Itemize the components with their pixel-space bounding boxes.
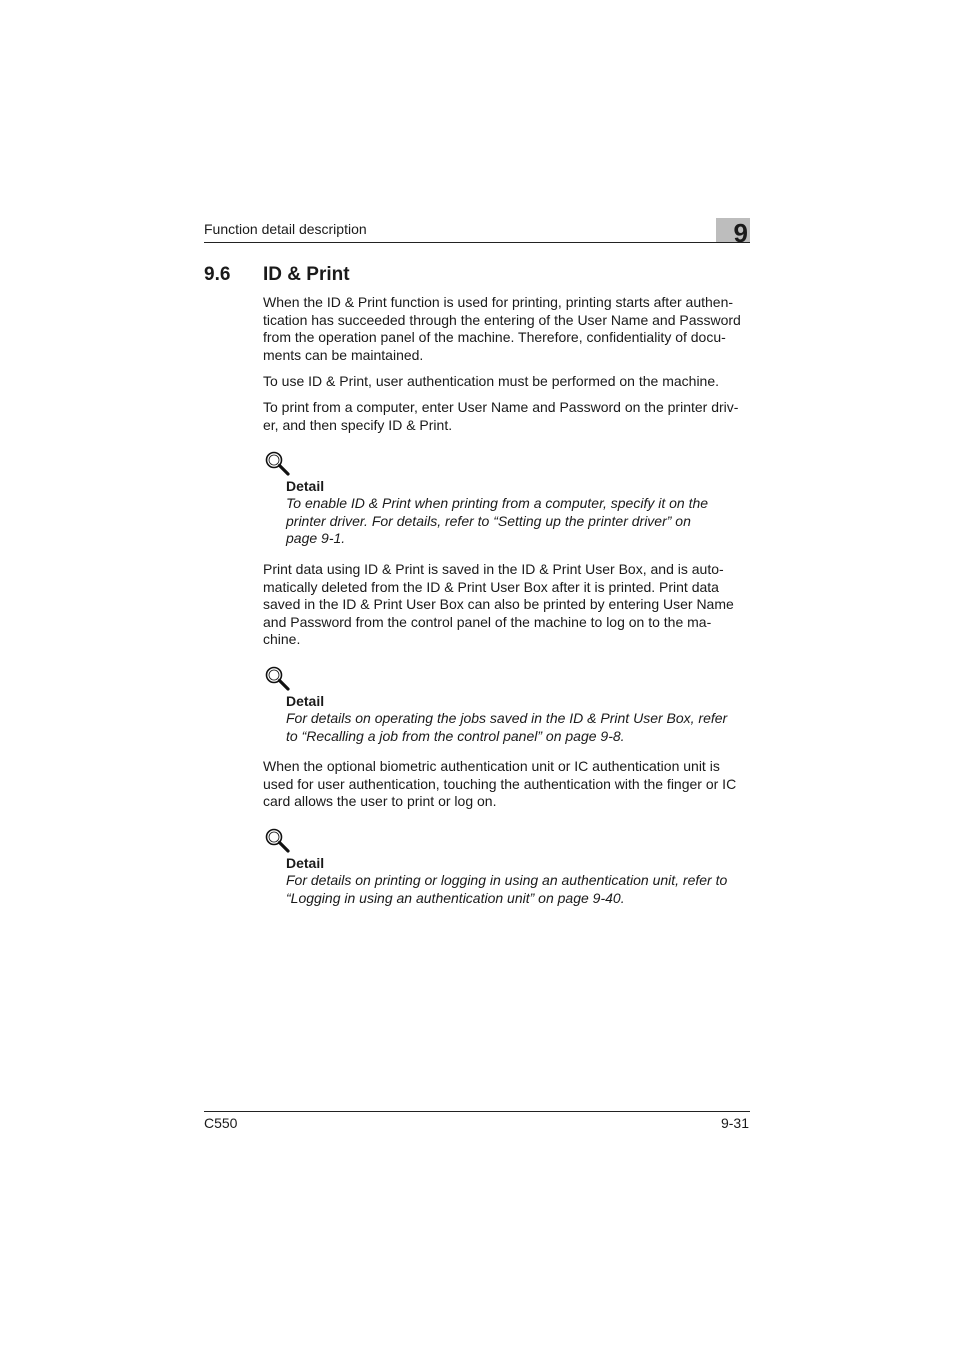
note-title: Detail	[286, 693, 325, 709]
text-line: tication has succeeded through the entering of the User Name and Password	[263, 311, 741, 328]
text-line: “Logging in using an authentication unit” on page 9-40.	[286, 889, 625, 906]
magnifier-icon	[264, 665, 290, 691]
chapter-number-badge: 9	[716, 218, 750, 242]
running-header: Function detail description	[204, 221, 367, 237]
body-paragraph	[263, 758, 753, 811]
text-line: To print from a computer, enter User Name and Password on the printer driv-	[263, 399, 739, 415]
note-title: Detail	[286, 478, 325, 494]
body-paragraph	[263, 294, 753, 364]
body-paragraph	[263, 373, 753, 391]
page-number: 9-31	[720, 1115, 749, 1131]
text-line: For details on operating the jobs saved in the ID & Print User Box, refer	[286, 710, 728, 726]
text-line: to “Recalling a job from the control panel” on page 9-8.	[286, 727, 625, 744]
text-line: er, and then specify ID & Print.	[263, 416, 453, 433]
text-line: When the ID & Print function is used for printing, printing starts after authen-	[263, 294, 734, 310]
note-text	[286, 495, 751, 548]
text-line: card allows the user to print or log on.	[263, 793, 497, 810]
footer-model: C550	[204, 1115, 238, 1131]
text-line: For details on printing or logging in using an authentication unit, refer to	[286, 872, 728, 888]
text-line: printer driver. For details, refer to “Setting up the printer driver” on	[286, 512, 691, 529]
text-line: When the optional biometric authentication unit or IC authentication unit is	[263, 758, 720, 774]
header-divider	[204, 242, 750, 243]
section-title: ID & Print	[263, 264, 350, 285]
magnifier-icon	[264, 827, 290, 853]
text-line: from the operation panel of the machine. Therefore, confidentiality of docu-	[263, 329, 726, 346]
text-line: chine.	[263, 631, 301, 648]
text-line: used for user authentication, touching the authentication with the finger or IC	[263, 775, 737, 792]
text-line: saved in the ID & Print User Box can also be printed by entering User Name	[263, 596, 734, 613]
section-number: 9.6	[204, 264, 231, 285]
text-line: ments can be maintained.	[263, 346, 424, 363]
note-title: Detail	[286, 855, 325, 871]
text-line: matically deleted from the ID & Print User Box after it is printed. Print data	[263, 578, 719, 595]
body-paragraph	[263, 399, 753, 434]
text-line: and Password from the control panel of the machine to log on to the ma-	[263, 613, 712, 630]
text-line: To enable ID & Print when printing from a computer, specify it on the	[286, 495, 709, 511]
note-text	[286, 710, 751, 745]
body-paragraph	[263, 561, 753, 649]
text-line: To use ID & Print, user authentication must be performed on the machine.	[263, 373, 720, 389]
text-line: Print data using ID & Print is saved in the ID & Print User Box, and is auto-	[263, 561, 724, 577]
note-text	[286, 872, 751, 907]
footer-divider	[204, 1111, 750, 1112]
text-line: page 9-1.	[286, 530, 346, 547]
magnifier-icon	[264, 450, 290, 476]
